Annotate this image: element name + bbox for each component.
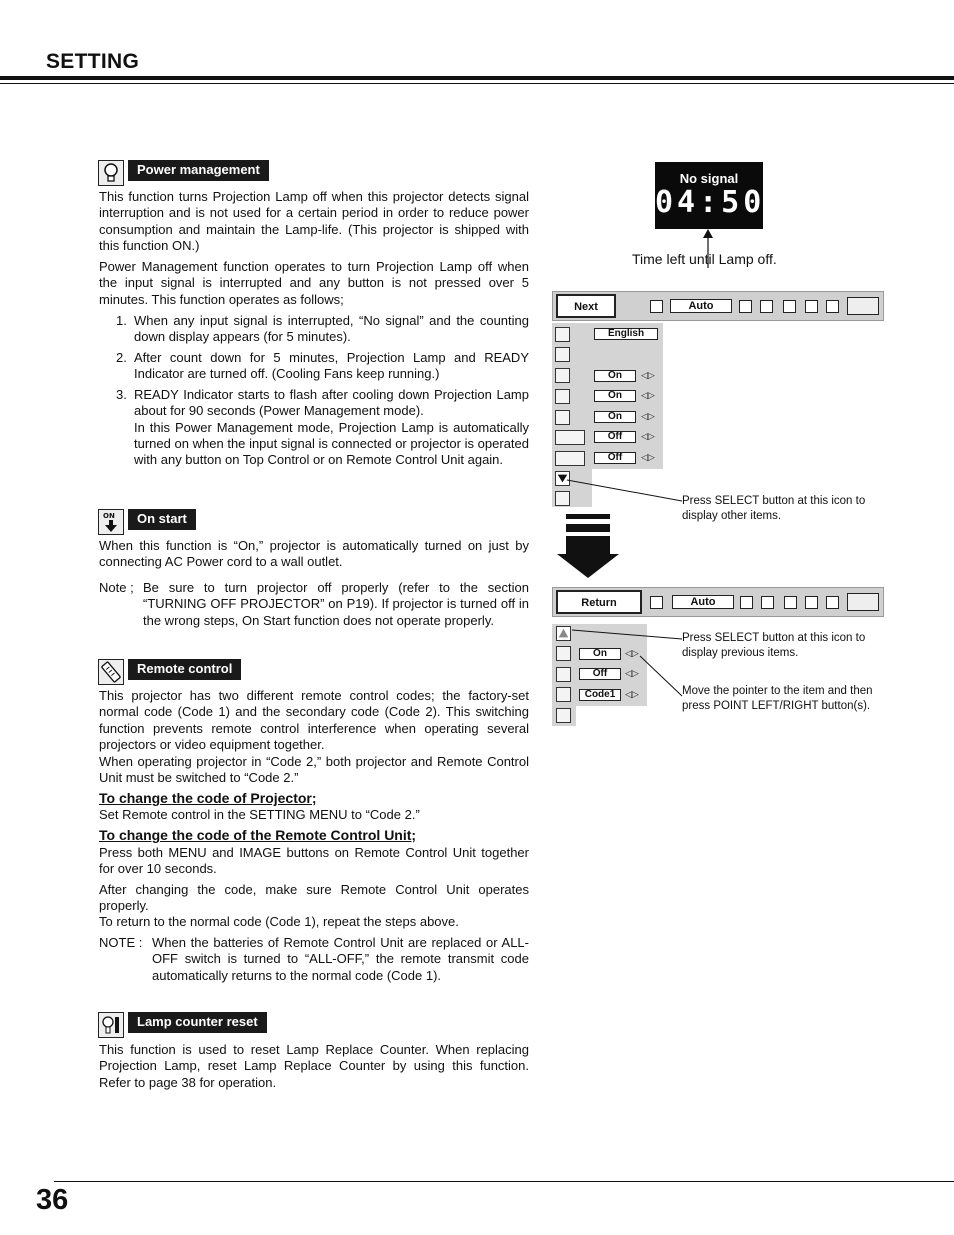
list-text: After count down for 5 minutes, Projection Lamp and READY Indicator are turned off. (Cooling Fans keep running.) xyxy=(134,350,529,382)
sound-icon[interactable] xyxy=(826,596,839,609)
input-icon[interactable] xyxy=(650,300,663,313)
countdown-caption: Time left until Lamp off. xyxy=(632,251,777,267)
callout-lines xyxy=(570,626,685,706)
remote-code-return: To return to the normal code (Code 1), repeat the steps above. xyxy=(99,914,459,929)
section-label-lamp-counter-reset: Lamp counter reset xyxy=(128,1012,267,1033)
left-right-arrows-icon[interactable]: ◁▷ xyxy=(625,648,639,658)
list-number: 1. xyxy=(116,313,127,328)
countdown-timer: 04:50 xyxy=(655,185,766,220)
remote-control-intro: This projector has two different remote control codes; the factory-set normal code (Code 1) and the secondary code (Code 2). This switching function prevents remote control interference when operating several projectors or video equipment together. xyxy=(99,688,529,752)
note-text: Be sure to turn projector off properly (refer to the section “TURNING OFF PROJECTOR” on P19). If projector is turned off in the wrong steps, On Start function does not operate properly. xyxy=(143,580,529,628)
option-value[interactable]: Off xyxy=(594,431,636,443)
language-icon[interactable] xyxy=(555,327,570,342)
power-management-intro: This function turns Projection Lamp off when this projector detects signal interruption and is not used for a certain period in order to reduce power consumption and maintain the Lamp-life. (This projector is shipped with this function ON.) xyxy=(99,189,529,253)
note-label: Note ; xyxy=(99,580,134,595)
next-button[interactable]: Next xyxy=(556,294,616,318)
screen-icon[interactable] xyxy=(761,596,774,609)
left-right-arrows-icon[interactable]: ◁▷ xyxy=(641,390,655,400)
section-label-remote-control: Remote control xyxy=(128,659,241,680)
screen-icon[interactable] xyxy=(760,300,773,313)
page-number: 36 xyxy=(36,1184,69,1216)
subheading-projector-code: To change the code of Projector; xyxy=(99,790,317,806)
menu-bar xyxy=(552,291,884,321)
rear-icon[interactable] xyxy=(555,451,585,466)
setting-menu-icon[interactable] xyxy=(847,593,879,611)
on-start-row-icon[interactable] xyxy=(556,667,571,682)
section-label-on-start: On start xyxy=(128,509,196,530)
no-signal-text: No signal xyxy=(679,171,739,186)
option-value[interactable]: On xyxy=(594,390,636,402)
language-value[interactable]: English xyxy=(594,328,658,340)
setting-menu-icon[interactable] xyxy=(847,297,879,315)
color-icon[interactable] xyxy=(784,596,797,609)
option-value[interactable]: On xyxy=(579,648,621,660)
lamp-counter-description: This function is used to reset Lamp Replace Counter. When replacing Projection Lamp, reset Lamp Replace Counter by using this function. Refer to page 38 for operation. xyxy=(99,1042,529,1090)
list-item xyxy=(116,313,529,346)
header-rule-thin xyxy=(0,83,954,84)
remote-code-text: Press both MENU and IMAGE buttons on Remote Control Unit together for over 10 seconds. xyxy=(99,845,529,877)
list-item xyxy=(116,350,529,383)
power-management-row-icon[interactable] xyxy=(556,646,571,661)
note-label: NOTE : xyxy=(99,935,143,950)
option-value[interactable]: On xyxy=(594,411,636,423)
image-icon[interactable] xyxy=(740,596,753,609)
color-icon[interactable] xyxy=(783,300,796,313)
option-value[interactable]: On xyxy=(594,370,636,382)
setting-icon[interactable] xyxy=(805,596,818,609)
callout-next-items: Press SELECT button at this icon to display other items. xyxy=(682,495,866,522)
setting-icon[interactable] xyxy=(805,300,818,313)
on-start-note xyxy=(99,580,529,629)
mode-selector[interactable]: Auto xyxy=(670,299,732,313)
list-text: When any input signal is interrupted, “No signal” and the counting down display appears (for 5 minutes). xyxy=(134,313,529,345)
left-right-arrows-icon[interactable]: ◁▷ xyxy=(641,452,655,462)
display-icon[interactable] xyxy=(555,410,570,425)
no-signal-display xyxy=(655,162,766,229)
header-rule xyxy=(0,76,954,80)
list-text: READY Indicator starts to flash after cooling down Projection Lamp about for 90 seconds (Power Management mode). xyxy=(134,387,529,419)
left-right-arrows-icon[interactable]: ◁▷ xyxy=(641,431,655,441)
on-start-description: When this function is “On,” projector is automatically turned on just by connecting AC Power cord to a wall outlet. xyxy=(99,538,529,570)
lamp-icon xyxy=(98,160,124,186)
lamp-counter-icon xyxy=(98,1012,124,1038)
callout-previous-items: Press SELECT button at this icon to display previous items. xyxy=(682,632,866,659)
image-icon[interactable] xyxy=(739,300,752,313)
subheading-remote-code: To change the code of the Remote Control Unit; xyxy=(99,827,417,843)
page-title: SETTING xyxy=(46,50,140,73)
left-right-arrows-icon[interactable]: ◁▷ xyxy=(625,668,639,678)
keystone-icon[interactable] xyxy=(555,347,570,362)
scroll-up-icon[interactable] xyxy=(556,626,571,641)
option-value[interactable]: Code1 xyxy=(579,689,621,701)
lamp-counter-row-icon[interactable] xyxy=(556,708,571,723)
section-label-power-management: Power management xyxy=(128,160,269,181)
remote-control-row-icon[interactable] xyxy=(556,687,571,702)
callout-pointer: Move the pointer to the item and then press POINT LEFT/RIGHT button(s). xyxy=(682,685,873,712)
option-value[interactable]: Off xyxy=(594,452,636,464)
down-arrow-icon xyxy=(557,536,619,580)
menu-position-icon[interactable] xyxy=(555,368,570,383)
remote-control-note xyxy=(99,935,529,984)
left-right-arrows-icon[interactable]: ◁▷ xyxy=(625,689,639,699)
remote-control-code2: When operating projector in “Code 2,” both projector and Remote Control Unit must be switched to “Code 2.” xyxy=(99,754,529,786)
power-management-description: Power Management function operates to turn Projection Lamp off when the input signal is interrupted and any button is not pressed over 5 minutes. This function operates as follows; xyxy=(99,259,529,307)
left-right-arrows-icon[interactable]: ◁▷ xyxy=(641,370,655,380)
remote-code-check: After changing the code, make sure Remote Control Unit operates properly. xyxy=(99,882,529,914)
blue-back-icon[interactable] xyxy=(555,389,570,404)
left-right-arrows-icon[interactable]: ◁▷ xyxy=(641,411,655,421)
footer-rule xyxy=(54,1181,954,1182)
arrow-bar xyxy=(566,514,610,519)
arrow-bar xyxy=(566,524,610,532)
callout-line xyxy=(565,478,685,508)
note-text: When the batteries of Remote Control Unit are replaced or ALL-OFF switch is turned to “ALL-OFF,” the remote transmit code automatically returns to the normal code (Code 1). xyxy=(152,935,529,983)
return-button[interactable]: Return xyxy=(556,590,642,614)
on-start-icon xyxy=(98,509,124,535)
option-value[interactable]: Off xyxy=(579,668,621,680)
menu-bar xyxy=(552,587,884,617)
svg-text:ON: ON xyxy=(103,512,115,520)
list-number: 3. xyxy=(116,387,127,402)
mode-selector[interactable]: Auto xyxy=(672,595,734,609)
ceiling-icon[interactable] xyxy=(555,430,585,445)
list-number: 2. xyxy=(116,350,127,365)
remote-icon xyxy=(98,659,124,685)
input-icon[interactable] xyxy=(650,596,663,609)
list-item xyxy=(116,387,529,468)
list-text-extra: In this Power Management mode, Projection Lamp is automatically turned on when the input signal is connected or projector is operated with any button on Top Control or on Remote Control Unit again. xyxy=(134,419,529,468)
sound-icon[interactable] xyxy=(826,300,839,313)
projector-code-text: Set Remote control in the SETTING MENU to “Code 2.” xyxy=(99,807,420,822)
